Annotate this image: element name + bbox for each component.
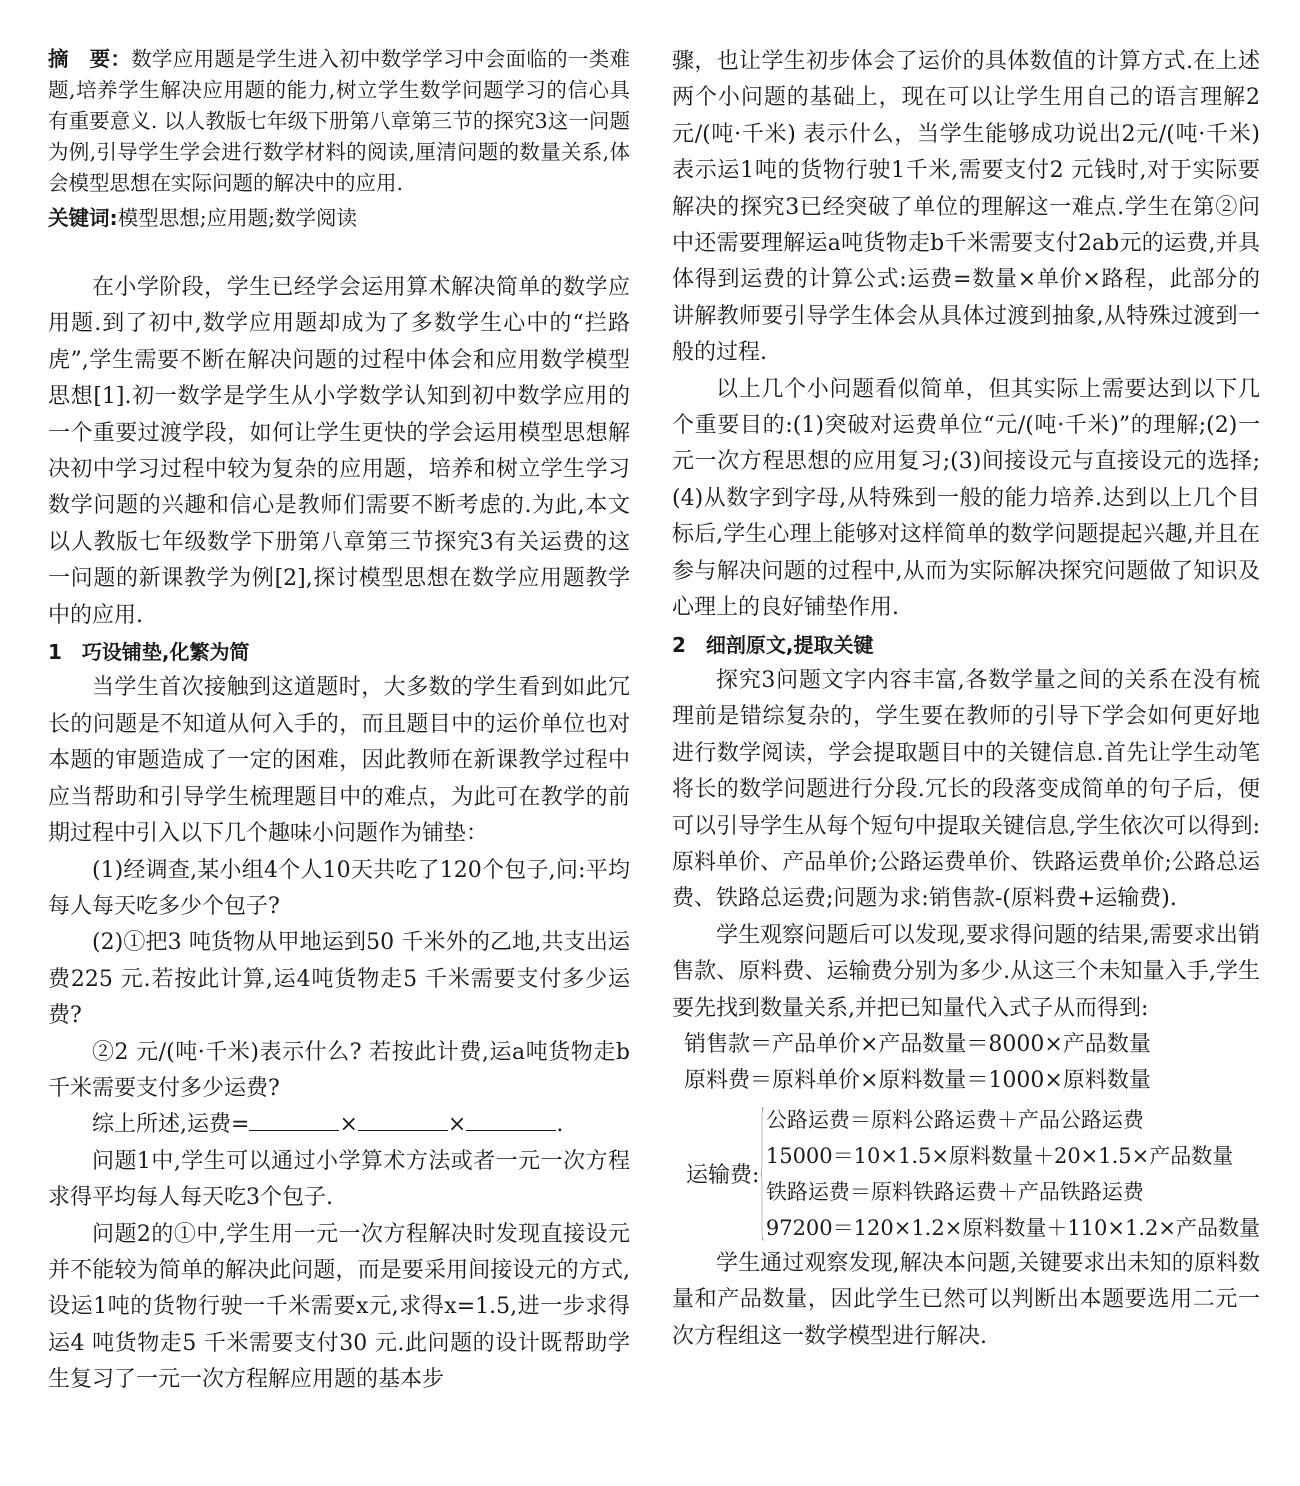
summary-end: . [556, 1112, 564, 1138]
left-column [48, 44, 630, 1399]
summary-line [48, 1107, 630, 1143]
right-column [672, 44, 1260, 1355]
keywords-text: 模型思想;应用题;数学阅读 [117, 206, 358, 230]
abstract-text: 数学应用题是学生进入初中数学学习中会面临的一类难题,培养学生解决应用题的能力,树立学生数学问题学习的信心具有重要意义. 以人教版七年级下册第八章第三节的探究3这一问题为例,引导学生学会进行数学材料的阅读,厘清问题的数量关系,体会模型思想在实际问题的解决中的应用. [48, 47, 631, 195]
left-body [48, 270, 630, 1399]
keywords [48, 203, 630, 234]
section-1-paragraph-3: 问题2的①中,学生用一元一次方程解决时发现直接设元并不能较为简单的解决此问题，而是要采用间接设元的方式,设运1吨的货物行驶一千米需要x元,求得x=1.5,进一步求得运4 吨货物走5 千米需要支付30 元.此问题的设计既帮助学生复习了一元一次方程解应用题的基本步 [48, 1221, 630, 1393]
question-1: (1)经调查,某小组4个人10天共吃了120个包子,问:平均每人每天吃多少个包子? [48, 857, 630, 919]
equation-system-line: 公路运费＝原料公路运费＋产品公路运费 [765, 1107, 1144, 1132]
abstract [48, 44, 630, 199]
section-1-paragraph-1: 当学生首次接触到这道题时，大多数的学生看到如此冗长的问题是不知道从何入手的，而且题目中的运价单位也对本题的审题造成了一定的困难，因此教师在新课教学过程中应当帮助和引导学生梳理题目中的难点，为此可在教学的前期过程中引入以下几个趣味小问题作为铺垫： [48, 675, 630, 847]
section-2-paragraph-1: 探究3问题文字内容丰富,各数学量之间的关系在没有梳理前是错综复杂的，学生要在教师的引导下学会如何更好地进行数学阅读，学会提取题目中的关键信息.首先让学生动笔将长的数学问题进行分段.冗长的段落变成简单的句子后，便可以引导学生从每个短句中提取关键信息,学生依次可以得到:原料单价、产品单价;公路运费单价、铁路运费单价;公路总运费、铁路总运费;问题为求:销售款-(原料费+运输费). [672, 667, 1260, 912]
equation-material: 原料费＝原料单价×原料数量＝1000×原料数量 [684, 1068, 1151, 1094]
section-1-paragraph-3-continued: 骤，也让学生初步体会了运价的具体数值的计算方式.在上述两个小问题的基础上，现在可以让学生用自己的语言理解2元/(吨·千米) 表示什么，当学生能够成功说出2元/(吨·千米)表示运1吨的货物行驶1千米,需要支付2 元钱时,对于实际要解决的探究3已经突破了单位的理解这一难点.学生在第②问中还需要理解运a吨货物走b千米需要支付2ab元的运费,并具体得到运费的计算公式:运费=数量×单价×路程，此部分的讲解教师要引导学生体会从具体过渡到抽象,从特殊过渡到一般的过程. [672, 49, 1260, 366]
question-2-part-1: (2)①把3 吨货物从甲地运到50 千米外的乙地,共支出运费225 元.若按此计算,运4吨货物走5 千米需要支付多少运费? [48, 930, 630, 1029]
equation-system-line: 15000＝10×1.5×原料数量＋20×1.5×产品数量 [765, 1143, 1234, 1168]
equation-sales: 销售款＝产品单价×产品数量＝8000×产品数量 [684, 1031, 1151, 1057]
equation-system-line: 铁路运费＝原料铁路运费＋产品铁路运费 [765, 1179, 1144, 1204]
right-body [672, 44, 1260, 1355]
intro-paragraph: 在小学阶段，学生已经学会运用算术解决简单的数学应用题.到了初中,数学应用题却成为了多数学生心中的“拦路虎”,学生需要不断在解决问题的过程中体会和应用数学模型思想[1].初一数学是学生从小学数学认知到初中数学应用的一个重要过渡学段，如何让学生更快的学会运用模型思想解决初中学习过程中较为复杂的应用题，培养和树立学生学习数学问题的兴趣和信心是教师们需要不断考虑的.为此,本文以人教版七年级数学下册第八章第三节探究3有关运费的这一问题的新课教学为例[2],探讨模型思想在数学应用题教学中的应用. [48, 275, 630, 628]
section-2-paragraph-3: 学生通过观察发现,解决本问题,关键要求出未知的原料数量和产品数量，因此学生已然可以判断出本题要选用二元一次方程组这一数学模型进行解决. [672, 1250, 1260, 1349]
summary-blank-1 [249, 1110, 339, 1131]
question-2-part-2: ②2 元/(吨·千米)表示什么? 若按此计费,运a吨货物走b千米需要支付多少运费? [48, 1039, 630, 1101]
summary-blank-2 [358, 1110, 448, 1131]
summary-blank-3 [466, 1110, 556, 1131]
equation-system-label: 运输费: [686, 1163, 760, 1189]
section-1-paragraph-4: 以上几个小问题看似简单，但其实际上需要达到以下几个重要目的:(1)突破对运费单位“元/(吨·千米)”的理解;(2)一元一次方程思想的应用复习;(3)间接设元与直接设元的选择;(4)从数字到字母,从特殊到一般的能力培养.达到以上几个目标后,学生心理上能够对这样简单的数学问题提起兴趣,并且在参与解决问题的过程中,从而为实际解决探究问题做了知识及心理上的良好铺垫作用. [672, 376, 1260, 621]
section-1-paragraph-2: 问题1中,学生可以通过小学算术方法或者一元一次方程求得平均每人每天吃3个包子. [48, 1148, 630, 1211]
equation-system [672, 1102, 1260, 1246]
abstract-label: 摘 要： [48, 47, 132, 71]
left-brace-icon [761, 1106, 763, 1242]
keywords-label: 关键词: [48, 206, 118, 230]
section-2-paragraph-2: 学生观察问题后可以发现,要求得问题的结果,需要求出销售款、原料费、运输费分别为多少.从这三个未知量入手,学生要先找到数量关系,并把已知量代入式子从而得到: [672, 922, 1260, 1021]
section-1-heading: 1 巧设铺垫,化繁为简 [48, 640, 250, 665]
summary-prefix: 综上所述,运费= [92, 1112, 250, 1138]
section-2-heading: 2 细剖原文,提取关键 [672, 632, 874, 657]
summary-times-1: × [339, 1112, 358, 1138]
summary-times-2: × [447, 1112, 467, 1138]
equation-system-lines [766, 1102, 1260, 1246]
equation-system-line: 97200＝120×1.2×原料数量＋110×1.2×产品数量 [765, 1215, 1260, 1240]
